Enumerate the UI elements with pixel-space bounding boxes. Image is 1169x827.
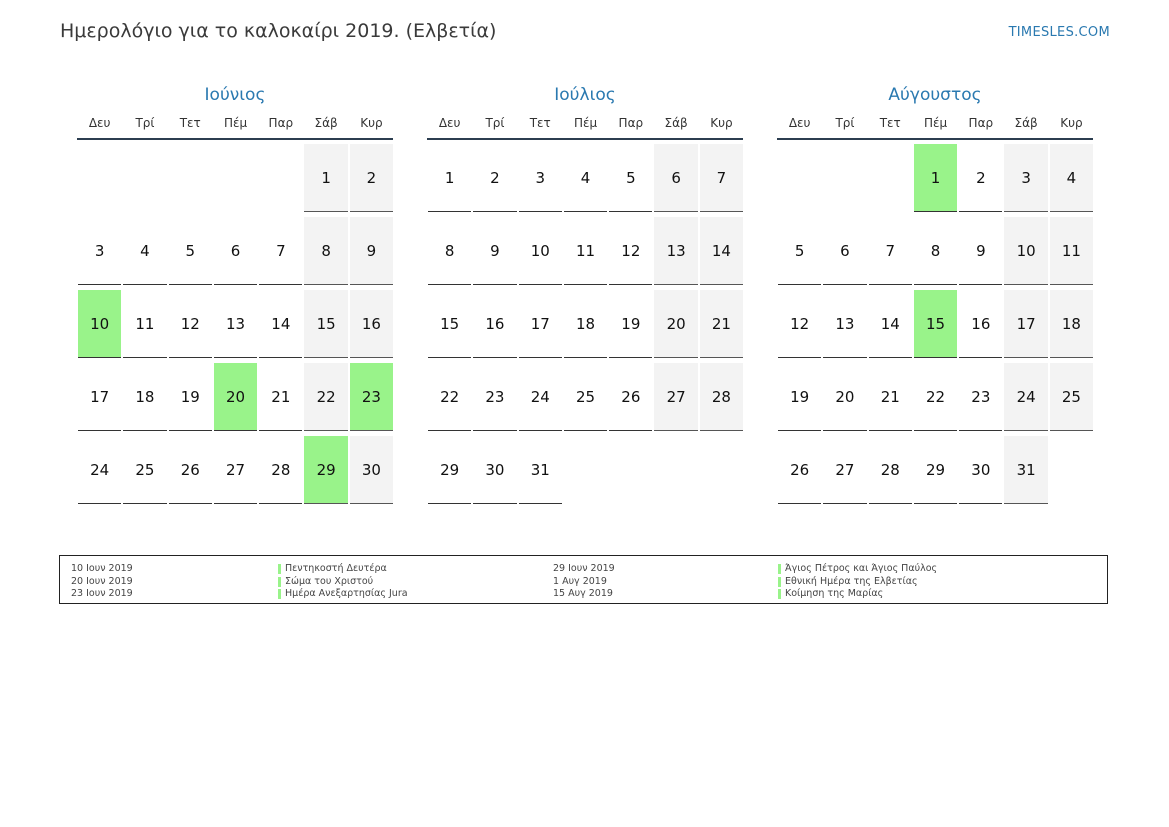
day-number: 14 (259, 290, 302, 358)
day-number: 21 (869, 363, 912, 431)
weekday-label: Κυρ (360, 116, 383, 130)
legend-date: 15 Αυγ 2019 (553, 588, 613, 599)
day-number: 6 (654, 144, 697, 212)
day-number: 4 (123, 217, 166, 285)
day-cell[interactable] (608, 363, 653, 436)
day-cell[interactable] (608, 217, 653, 290)
weekday-label: Παρ (968, 116, 994, 130)
day-number: 12 (778, 290, 821, 358)
day-cell[interactable] (168, 217, 213, 290)
empty-day-cell (213, 144, 258, 217)
day-number: 22 (304, 363, 347, 431)
day-cell[interactable] (122, 217, 167, 290)
empty-day-cell (868, 144, 913, 217)
day-number: 12 (609, 217, 652, 285)
day-number: 6 (823, 217, 866, 285)
day-cell[interactable] (913, 217, 958, 290)
legend-dates-right (553, 563, 615, 601)
day-cell[interactable] (472, 363, 517, 436)
day-cell[interactable] (303, 363, 348, 436)
day-number: 10 (519, 217, 562, 285)
day-number: 31 (519, 436, 562, 504)
day-number: 13 (654, 217, 697, 285)
legend-holiday-name: Εθνική Ημέρα της Ελβετίας (778, 576, 937, 589)
day-cell[interactable] (258, 436, 303, 509)
day-number: 19 (609, 290, 652, 358)
day-number (609, 436, 652, 503)
day-number: 11 (123, 290, 166, 358)
day-cell[interactable] (1003, 436, 1048, 509)
page-title: Ημερολόγιο για το καλοκαίρι 2019. (Ελβετία) (60, 20, 497, 42)
empty-day-cell (1049, 436, 1094, 509)
day-cell[interactable] (213, 436, 258, 509)
day-number: 13 (823, 290, 866, 358)
weekday-label: Τρί (835, 116, 855, 130)
weekday-label: Κυρ (1060, 116, 1083, 130)
day-number (214, 144, 257, 211)
weekday-label: Δευ (88, 116, 111, 130)
day-cell[interactable] (213, 217, 258, 290)
day-cell[interactable] (777, 290, 822, 363)
holiday-legend (59, 555, 1108, 604)
day-cell[interactable] (868, 436, 913, 509)
day-cell[interactable] (168, 436, 213, 509)
day-cell[interactable] (653, 363, 698, 436)
day-number: 22 (428, 363, 471, 431)
weekday-label: Σάβ (664, 116, 688, 130)
day-number: 15 (304, 290, 347, 358)
day-cell[interactable] (822, 217, 867, 290)
day-cell[interactable] (563, 217, 608, 290)
day-number: 2 (350, 144, 393, 212)
day-number: 19 (778, 363, 821, 431)
day-cell[interactable] (913, 436, 958, 509)
day-number: 15 (914, 290, 957, 358)
day-cell[interactable] (349, 217, 394, 290)
day-cell[interactable] (472, 144, 517, 217)
day-cell[interactable] (822, 363, 867, 436)
day-number: 18 (123, 363, 166, 431)
day-cell[interactable] (258, 363, 303, 436)
weekday-label: Τετ (529, 116, 551, 130)
day-cell[interactable] (868, 217, 913, 290)
day-cell[interactable] (427, 144, 472, 217)
day-cell[interactable] (822, 290, 867, 363)
day-cell[interactable] (608, 144, 653, 217)
day-number: 23 (959, 363, 1002, 431)
day-number: 9 (959, 217, 1002, 285)
day-number: 30 (959, 436, 1002, 504)
day-cell[interactable] (653, 217, 698, 290)
day-cell[interactable] (303, 290, 348, 363)
day-cell[interactable] (518, 217, 563, 290)
day-cell[interactable] (868, 290, 913, 363)
legend-date: 10 Ιουν 2019 (71, 563, 133, 574)
day-cell[interactable] (958, 217, 1003, 290)
day-number: 26 (609, 363, 652, 431)
day-cell[interactable] (213, 290, 258, 363)
day-grid (77, 144, 393, 509)
day-number: 13 (214, 290, 257, 358)
day-number: 10 (78, 290, 121, 358)
day-number: 11 (1050, 217, 1093, 285)
day-number: 29 (428, 436, 471, 504)
day-number: 31 (1004, 436, 1047, 504)
weekday-label: Τρί (135, 116, 155, 130)
day-cell[interactable] (1049, 290, 1094, 363)
day-number: 17 (519, 290, 562, 358)
day-number: 30 (473, 436, 516, 504)
weekday-label: Παρ (618, 116, 644, 130)
day-cell[interactable] (777, 436, 822, 509)
day-cell[interactable] (472, 217, 517, 290)
day-number: 9 (350, 217, 393, 285)
weekday-label: Τετ (179, 116, 201, 130)
day-number: 28 (259, 436, 302, 504)
day-number (169, 144, 212, 211)
day-number: 29 (914, 436, 957, 504)
day-number: 2 (473, 144, 516, 212)
day-cell[interactable] (427, 436, 472, 509)
day-number: 14 (700, 217, 743, 285)
weekday-label: Δευ (788, 116, 811, 130)
day-number: 14 (869, 290, 912, 358)
legend-date: 1 Αυγ 2019 (553, 575, 607, 587)
day-cell[interactable] (303, 217, 348, 290)
brand-link[interactable]: TIMESLES.COM (1008, 25, 1110, 40)
day-cell[interactable] (518, 436, 563, 509)
day-cell[interactable] (1049, 144, 1094, 217)
day-number: 4 (1050, 144, 1093, 212)
month-june (77, 82, 393, 509)
day-cell[interactable] (822, 436, 867, 509)
day-cell[interactable] (868, 363, 913, 436)
day-cell[interactable] (1049, 363, 1094, 436)
day-number (78, 144, 121, 211)
day-number: 5 (609, 144, 652, 212)
day-number: 27 (823, 436, 866, 504)
day-number (123, 144, 166, 211)
day-number: 18 (1050, 290, 1093, 358)
day-number: 8 (428, 217, 471, 285)
day-number: 21 (259, 363, 302, 431)
day-number: 7 (700, 144, 743, 212)
day-number: 2 (959, 144, 1002, 212)
legend-holiday-name: Άγιος Πέτρος και Άγιος Παύλος (778, 563, 937, 576)
day-cell[interactable] (303, 436, 348, 509)
day-cell[interactable] (913, 363, 958, 436)
weekday-header (427, 110, 743, 140)
day-cell[interactable] (258, 217, 303, 290)
weekday-label: Παρ (268, 116, 294, 130)
day-cell[interactable] (258, 290, 303, 363)
day-number: 7 (259, 217, 302, 285)
day-number: 5 (778, 217, 821, 285)
weekday-label: Πέμ (223, 116, 248, 130)
empty-day-cell (563, 436, 608, 509)
day-number: 26 (169, 436, 212, 504)
day-cell[interactable] (349, 290, 394, 363)
day-number: 25 (564, 363, 607, 431)
day-cell[interactable] (913, 144, 958, 217)
day-cell[interactable] (349, 436, 394, 509)
weekday-label: Τρί (485, 116, 505, 130)
day-number: 18 (564, 290, 607, 358)
day-number: 4 (564, 144, 607, 212)
day-grid (427, 144, 743, 509)
day-cell[interactable] (77, 436, 122, 509)
day-cell[interactable] (518, 363, 563, 436)
legend-date: 29 Ιουν 2019 (553, 563, 615, 574)
weekday-header (77, 110, 393, 140)
day-cell[interactable] (699, 144, 744, 217)
day-cell[interactable] (1003, 363, 1048, 436)
day-number: 3 (1004, 144, 1047, 212)
legend-dates-left (71, 563, 133, 601)
day-cell[interactable] (1003, 290, 1048, 363)
day-cell[interactable] (303, 144, 348, 217)
day-number: 16 (473, 290, 516, 358)
day-cell[interactable] (608, 290, 653, 363)
month-name: Αύγουστος (888, 85, 982, 105)
day-number: 28 (700, 363, 743, 431)
legend-names-left (278, 563, 408, 601)
weekday-label: Τετ (879, 116, 901, 130)
weekday-label: Σάβ (1014, 116, 1038, 130)
day-cell[interactable] (168, 290, 213, 363)
day-number: 29 (304, 436, 347, 504)
day-number: 19 (169, 363, 212, 431)
day-number: 20 (823, 363, 866, 431)
day-cell[interactable] (213, 363, 258, 436)
day-cell[interactable] (913, 290, 958, 363)
empty-day-cell (699, 436, 744, 509)
empty-day-cell (77, 144, 122, 217)
day-number: 27 (654, 363, 697, 431)
day-number: 12 (169, 290, 212, 358)
day-number: 8 (304, 217, 347, 285)
day-number (1050, 436, 1093, 503)
weekday-label: Κυρ (710, 116, 733, 130)
day-cell[interactable] (1003, 144, 1048, 217)
day-number (259, 144, 302, 211)
day-cell[interactable] (427, 217, 472, 290)
day-cell[interactable] (427, 290, 472, 363)
day-cell[interactable] (777, 217, 822, 290)
empty-day-cell (608, 436, 653, 509)
weekday-label: Σάβ (314, 116, 338, 130)
day-cell[interactable] (472, 290, 517, 363)
day-grid (777, 144, 1093, 509)
weekday-label: Πέμ (573, 116, 598, 130)
day-number: 3 (519, 144, 562, 212)
legend-holiday-name: Κοίμηση της Μαρίας (778, 588, 937, 601)
empty-day-cell (777, 144, 822, 217)
day-cell[interactable] (563, 144, 608, 217)
day-cell[interactable] (122, 363, 167, 436)
day-cell[interactable] (349, 144, 394, 217)
empty-day-cell (653, 436, 698, 509)
day-cell[interactable] (77, 217, 122, 290)
day-number: 22 (914, 363, 957, 431)
day-number (654, 436, 697, 503)
day-number: 25 (1050, 363, 1093, 431)
day-cell[interactable] (958, 363, 1003, 436)
legend-date: 23 Ιουν 2019 (71, 588, 133, 599)
day-cell[interactable] (653, 290, 698, 363)
day-cell[interactable] (122, 290, 167, 363)
day-number: 16 (350, 290, 393, 358)
day-number: 24 (1004, 363, 1047, 431)
day-number: 5 (169, 217, 212, 285)
day-cell[interactable] (563, 363, 608, 436)
day-number: 1 (428, 144, 471, 212)
day-cell[interactable] (77, 363, 122, 436)
day-number: 1 (914, 144, 957, 212)
month-july (427, 82, 743, 509)
day-cell[interactable] (77, 290, 122, 363)
month-name: Ιούλιος (554, 85, 616, 105)
day-cell[interactable] (168, 363, 213, 436)
day-cell[interactable] (349, 363, 394, 436)
day-cell[interactable] (518, 144, 563, 217)
day-number: 3 (78, 217, 121, 285)
day-number: 17 (1004, 290, 1047, 358)
legend-names-right (778, 563, 937, 601)
month-name: Ιούνιος (204, 85, 266, 105)
day-number: 1 (304, 144, 347, 212)
day-number: 26 (778, 436, 821, 504)
day-cell[interactable] (653, 144, 698, 217)
empty-day-cell (122, 144, 167, 217)
day-number: 7 (869, 217, 912, 285)
empty-day-cell (168, 144, 213, 217)
day-cell[interactable] (1049, 217, 1094, 290)
day-number: 16 (959, 290, 1002, 358)
day-number: 10 (1004, 217, 1047, 285)
day-number (564, 436, 607, 503)
day-cell[interactable] (699, 290, 744, 363)
day-number: 21 (700, 290, 743, 358)
weekday-label: Πέμ (923, 116, 948, 130)
day-cell[interactable] (1003, 217, 1048, 290)
day-cell[interactable] (958, 436, 1003, 509)
month-august (777, 82, 1093, 509)
day-cell[interactable] (472, 436, 517, 509)
day-number: 27 (214, 436, 257, 504)
day-number: 24 (519, 363, 562, 431)
day-number: 28 (869, 436, 912, 504)
day-cell[interactable] (122, 436, 167, 509)
day-cell[interactable] (958, 290, 1003, 363)
day-cell[interactable] (518, 290, 563, 363)
day-number: 11 (564, 217, 607, 285)
weekday-label: Δευ (438, 116, 461, 130)
day-number: 30 (350, 436, 393, 504)
day-number: 15 (428, 290, 471, 358)
legend-holiday-name: Ημέρα Ανεξαρτησίας Jura (278, 588, 408, 601)
day-cell[interactable] (699, 363, 744, 436)
day-cell[interactable] (699, 217, 744, 290)
day-number: 8 (914, 217, 957, 285)
day-cell[interactable] (563, 290, 608, 363)
empty-day-cell (822, 144, 867, 217)
day-number (778, 144, 821, 211)
day-cell[interactable] (958, 144, 1003, 217)
legend-date: 20 Ιουν 2019 (71, 575, 133, 587)
weekday-header (777, 110, 1093, 140)
day-number (700, 436, 743, 503)
legend-holiday-name: Σώμα του Χριστού (278, 576, 408, 589)
day-number (869, 144, 912, 211)
day-number: 25 (123, 436, 166, 504)
day-number: 23 (473, 363, 516, 431)
legend-holiday-name: Πεντηκοστή Δευτέρα (278, 563, 408, 576)
day-cell[interactable] (777, 363, 822, 436)
day-number: 20 (214, 363, 257, 431)
day-number (823, 144, 866, 211)
empty-day-cell (258, 144, 303, 217)
day-number: 20 (654, 290, 697, 358)
day-number: 6 (214, 217, 257, 285)
day-number: 24 (78, 436, 121, 504)
day-number: 23 (350, 363, 393, 431)
day-number: 17 (78, 363, 121, 431)
day-number: 9 (473, 217, 516, 285)
day-cell[interactable] (427, 363, 472, 436)
